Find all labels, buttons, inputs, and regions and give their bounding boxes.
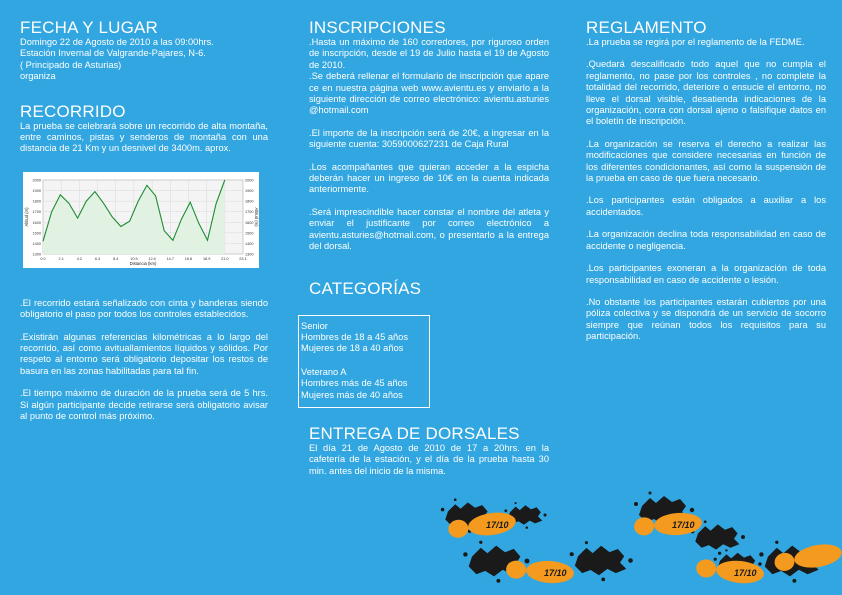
chart-x-tick-label: 16.8 [184,256,193,261]
footprint-mark: 17/10 [544,568,567,578]
inscripciones-paragraph-3: .El importe de la inscripción será de 20€, a ingresar en la siguiente cuenta: 3059000627231 de Caja Rural [309,127,549,150]
chart-y-tick-label: 1500 [32,231,41,236]
chart-y2-tick-label: 1300 [245,252,254,257]
column-left [20,18,268,423]
chart-x-axis-label: Distancia (km) [129,260,157,266]
recorrido-paragraph-1: .El recorrido estará señalizado con cinta y banderas siendo obligatorio el paso por todos los controles establecidos. [20,297,268,320]
fecha-line-organiza: organiza [20,71,56,82]
chart-x-tick-label: 2.1 [58,256,64,261]
chart-y-tick-label: 1600 [32,220,41,225]
chart-x-tick-label: 21.0 [221,256,229,261]
fecha-line-date: Domingo 22 de Agosto de 2010 a las 09:00hrs. [20,37,214,47]
fecha-info [20,37,268,83]
chart-y2-tick-label: 1900 [245,188,254,193]
recorrido-paragraph-2: .Existirán algunas referencias kilométricas a lo largo del recorrido, así como avituallamientos líquidos y sólidos. Por respeto al entorno será obligatorio depositar los restos de basura en las zonas habilitadas para tal fin. [20,331,268,376]
inscripciones-title: INSCRIPCIONES [309,18,446,37]
recorrido-paragraph-3: .El tiempo máximo de duración de la prueba será de 5 hrs. Si algún participante decide retirarse será obligatorio avisar al punto de control más próximo. [20,388,268,422]
chart-x-tick-label: 0.0 [40,256,46,261]
column-right [586,18,826,343]
reglamento-paragraph-5: .La organización declina toda responsabilidad en caso de accidente o negligencia. [586,229,826,251]
category-veterano-women: Mujeres más de 40 años [301,389,403,400]
category-veterano-men: Hombres más de 45 años [301,378,408,389]
chart-x-tick-label: 10.5 [130,256,138,261]
entrega-title: ENTREGA DE DORSALES [309,423,520,443]
footprint-mark: 17/10 [672,520,695,530]
chart-y-axis-label: Altitud (m) [24,207,29,227]
chart-y2-tick-label: 1800 [245,199,254,204]
chart-y2-tick-label: 1500 [245,231,254,236]
chart-y2-tick-label: 1400 [245,241,254,246]
recorrido-text: La prueba se celebrará sobre un recorrido de alta montaña, entre caminos, pistas y senderos de montaña con una distancia de 21 Km y un desnivel de 3400m. aprox. [20,120,268,154]
reglamento-paragraph-3: .La organización se reserva el derecho a realizar las modificaciones que considere necesarias en función de los diferentes condicionantes, así como la suspensión de la prueba en caso de que fuera necesario. [586,138,826,184]
fecha-line-region: ( Principado de Asturias) [20,59,122,70]
footprint-mark: 17/10 [734,568,757,578]
chart-x-tick-label: 6.3 [94,256,101,261]
chart-y2-tick-label: 2000 [245,178,254,183]
recorrido-title: RECORRIDO [20,101,126,121]
fecha-line-place: Estación Invernal de Valgrande-Pajares, N-6. [20,48,206,59]
chart-y2-tick-label: 1600 [245,220,254,225]
chart-y-tick-label: 1400 [32,241,41,246]
chart-y-tick-label: 2000 [32,178,41,183]
chart-x-tick-label: 18.9 [202,256,211,261]
inscripciones-paragraph-1: .Hasta un máximo de 160 corredores, por riguroso orden de inscripción, desde el 19 de Julio hasta el 19 de Agosto de 2010. [309,37,549,70]
elevation-chart-svg [23,172,259,268]
chart-y-tick-label: 1300 [32,252,41,257]
category-senior-women: Mujeres de 18 a 40 años [301,343,404,354]
categorias-title: CATEGORÍAS [309,278,422,298]
category-veterano-name: Veterano A [301,366,347,377]
category-senior-name: Senior [301,320,328,331]
reglamento-paragraph-6: .Los participantes exoneran a la organización de toda responsabilidad en caso de accidente o lesión. [586,263,826,285]
footprint-mark: 17/10 [486,520,509,530]
reglamento-paragraph-4: .Los participantes están obligados a auxiliar a los accidentados. [586,195,826,217]
reglamento-paragraph-2: .Quedará descalificado todo aquel que no cumpla el reglamento, no pase por los controles , no complete la totalidad del recorrido, deteriore o ensucie el entorno, no lleve el dorsal visible, desatienda indicaciones de la organización, corra con dorsal ajeno o falsifique datos en el boletín de inscripción. [586,59,826,127]
column-middle [301,18,549,477]
elevation-profile-chart [23,172,259,268]
splash-3 [570,541,633,581]
inscripciones-paragraph-2: .Se deberá rellenar el formulario de inscripción que aparece en nuestra página web www.avientu.es y enviarlo a la siguiente dirección de correo electrónico: avientu.asturies@hotmail.com [309,71,549,116]
category-senior-men: Hombres de 18 a 45 años [301,331,408,342]
chart-x-tick-label: 8.4 [113,256,119,261]
reglamento-title: REGLAMENTO [586,18,707,37]
ink-splashes [441,492,826,583]
fecha-title: FECHA Y LUGAR [20,18,159,37]
chart-y2-axis-label: Altitud (m) [254,207,259,227]
inscripciones-paragraph-5: .Será imprescindible hacer constar el nombre del atleta y enviar el justificante por correo electrónico a avientu.asturies@hotmail.com, o presentarlo a la entrega del dorsal. [309,206,549,252]
reglamento-paragraph-7: .No obstante los participantes estarán cubiertos por una póliza colectiva y se dispondrá de un servicio de socorro siempre que reúnan todos los requisitos para su participación. [586,296,826,342]
chart-y-tick-label: 1700 [32,210,41,215]
footprints-decoration [430,488,842,595]
chart-x-tick-label: 23.1 [239,256,247,261]
chart-x-tick-label: 14.7 [166,256,174,261]
inscripciones-paragraph-4: .Los acompañantes que quieran acceder a la espicha deberán hacer un ingreso de 10€ en la cuenta indicada anteriormente. [309,161,549,195]
reglamento-paragraph-1: .La prueba se regirá por el reglamento de la FEDME. [586,37,805,47]
categorias-box [298,315,430,408]
chart-y2-tick-label: 1700 [245,210,254,215]
chart-x-tick-label: 4.2 [76,256,83,261]
chart-x-tick-label: 12.6 [148,256,156,261]
entrega-text: El día 21 de Agosto de 2010 de 17 a 20hrs. en la cafetería de la estación, y el día de la prueba hasta 30 min. antes del inicio de la misma. [309,442,549,476]
chart-y-tick-label: 1900 [32,188,41,193]
chart-y-tick-label: 1800 [32,199,41,204]
